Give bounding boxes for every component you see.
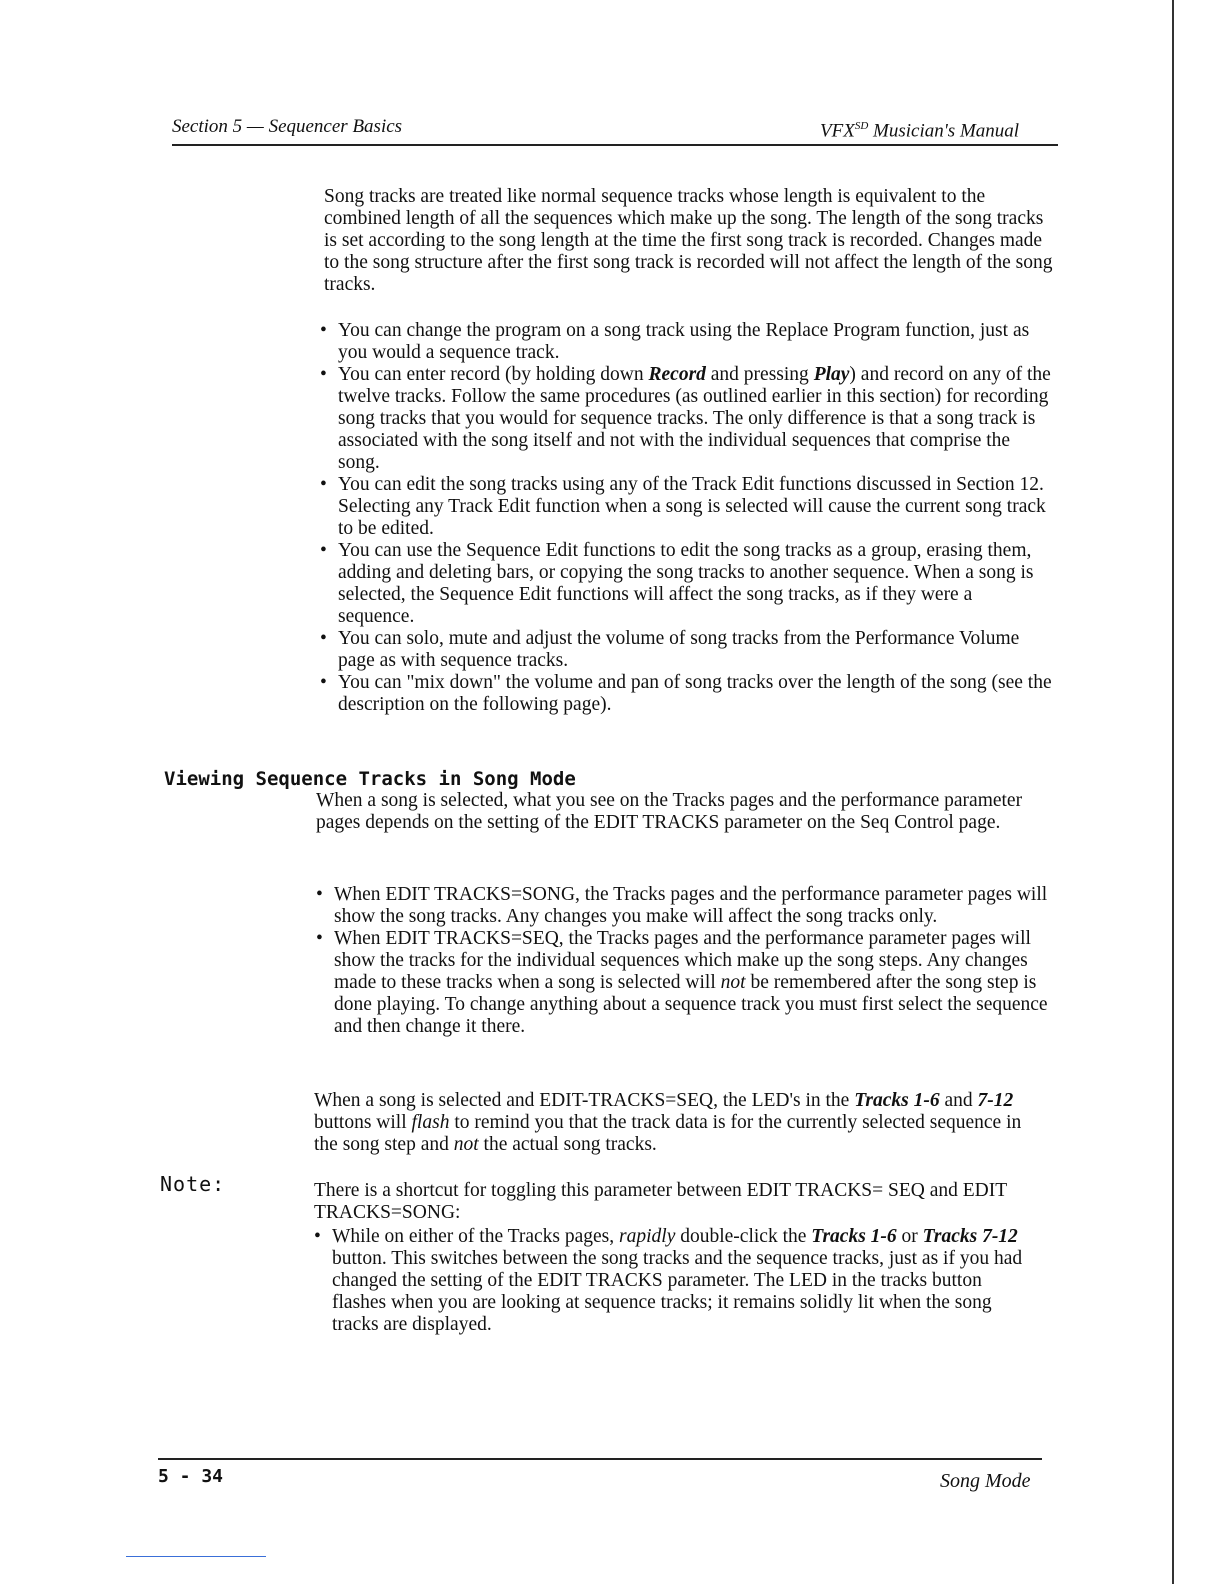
section-heading: Viewing Sequence Tracks in Song Mode — [164, 768, 576, 790]
list-item: • You can enter record (by holding down Record and pressing Play) and record on any of the twelve tracks. Follow the same procedures (as outlined earlier in this section) for recording song tracks that you would for sequence tracks. The only difference is that a song track is associated with the song itself and not with the individual sequences that comprise the song. — [320, 364, 1052, 474]
list-item: • You can change the program on a song track using the Replace Program function, just as you would a sequence track. — [320, 320, 1052, 364]
list-item: • You can edit the song tracks using any of the Track Edit functions discussed in Section 12. Selecting any Track Edit function when a song is selected will cause the current song track to be edited. — [320, 474, 1052, 540]
list-item: • You can solo, mute and adjust the volume of song tracks from the Performance Volume page as with sequence tracks. — [320, 628, 1052, 672]
page-edge-line — [1172, 0, 1174, 1584]
list-item: • When EDIT TRACKS=SEQ, the Tracks pages and the performance parameter pages will show the tracks for the individual sequences which make up the song steps. Any changes made to these tracks when a song is selected will not be remembered after the song step is done playing. To change anything about a sequence track you must first select the sequence and then change it there. — [316, 928, 1052, 1038]
led-paragraph: When a song is selected and EDIT-TRACKS=SEQ, the LED's in the Tracks 1-6 and 7-12 buttons will flash to remind you that the track data is for the currently selected sequence in the song step and not the actual song tracks. — [314, 1090, 1022, 1155]
intro-paragraph: Song tracks are treated like normal sequence tracks whose length is equivalent to the combined length of all the sequences which make up the song. The length of the song tracks is set according to the song length at the time the first song track is recorded. Changes made to the song structure after the first song track is recorded will not affect the length of the song tracks. — [324, 186, 1053, 295]
list-item: • You can use the Sequence Edit functions to edit the song tracks as a group, erasing them, adding and deleting bars, or copying the song tracks to another sequence. When a song is selected, the Sequence Edit functions will affect the song tracks, as if they were a sequence. — [320, 540, 1052, 628]
running-header-section: Section 5 — Sequencer Basics — [172, 116, 403, 137]
note-text: There is a shortcut for toggling this parameter between EDIT TRACKS= SEQ and EDIT TRACKS=SONG: — [314, 1180, 1007, 1223]
footer-chapter-title: Song Mode — [940, 1470, 1031, 1492]
song-track-features-list — [320, 320, 1052, 716]
note-label: Note: — [160, 1172, 226, 1196]
page-number: 5 - 34 — [158, 1466, 224, 1487]
running-header-manual-title: $VFX^{SD}$ Musician's Manual — [820, 120, 1020, 142]
scan-artifact-line — [126, 1556, 266, 1557]
note-list — [314, 1226, 1034, 1336]
list-item: • You can "mix down" the volume and pan of song tracks over the length of the song (see the description on the following page). — [320, 672, 1052, 716]
section-intro-paragraph: When a song is selected, what you see on the Tracks pages and the performance parameter pages depends on the setting of the EDIT TRACKS parameter on the Seq Control page. — [316, 790, 1023, 833]
footer-rule — [158, 1458, 1042, 1460]
list-item: • While on either of the Tracks pages, rapidly double-click the Tracks 1-6 or Tracks 7-12 button. This switches between the song tracks and the sequence tracks, just as if you had changed the setting of the EDIT TRACKS parameter. The LED in the tracks button flashes when you are looking at sequence tracks; it remains solidly lit when the song tracks are displayed. — [314, 1226, 1034, 1336]
edit-tracks-list — [316, 884, 1052, 1038]
list-item: • When EDIT TRACKS=SONG, the Tracks pages and the performance parameter pages will show the song tracks. Any changes you make will affect the song tracks only. — [316, 884, 1052, 928]
header-rule — [172, 144, 1058, 146]
